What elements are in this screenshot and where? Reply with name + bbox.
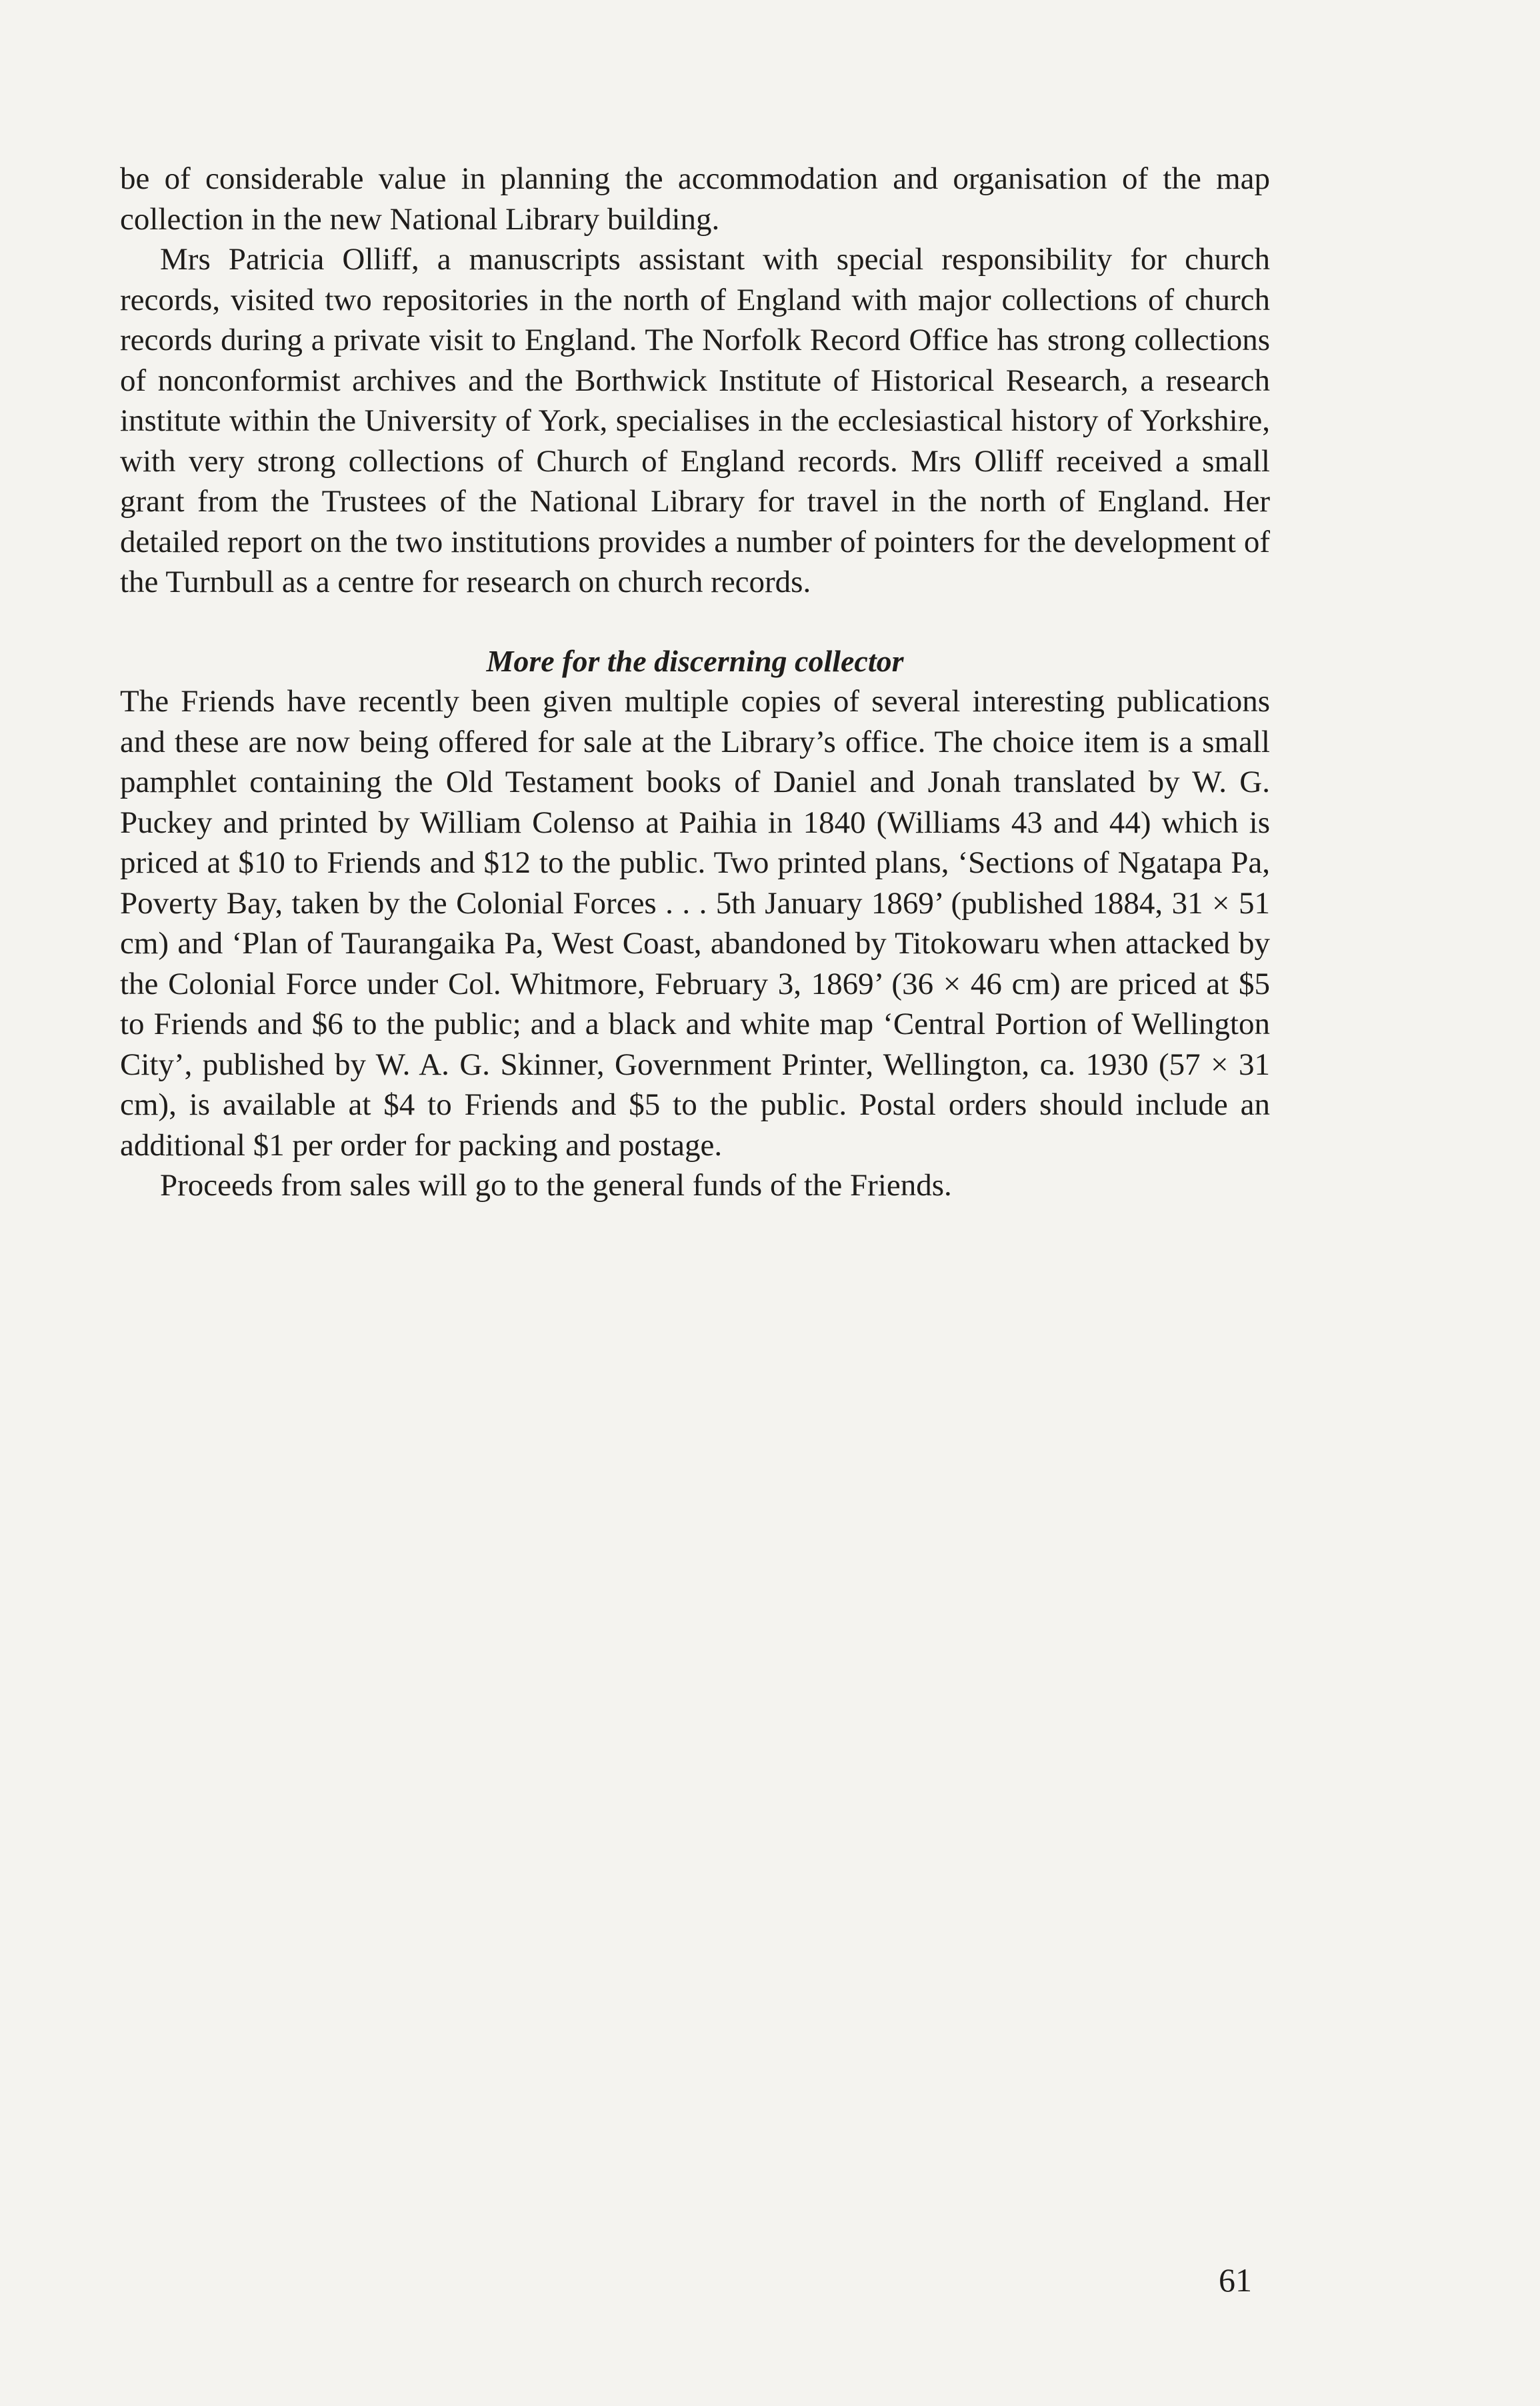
- section-heading: More for the discerning collector: [486, 643, 904, 678]
- paragraph-proceeds: Proceeds from sales will go to the general funds of the Friends.: [160, 1168, 952, 1203]
- paragraph-olliff-visit: Mrs Patricia Olliff, a manuscripts assistant with special responsibility for church records, visited two repositories in the north of England with major collections of church records during a private visit to England. The Norfolk Record Office has strong collections of nonconformist archives and the Borthwick Institute of Historical Research, a research institute within the University of York, specialises in the ecclesiastical history of Yorkshire, with very strong collections of Church of England records. Mrs Olliff received a small grant from the Trustees of the National Library for travel in the north of England. Her detailed report on the two institutions provides a number of pointers for the development of the Turnbull as a centre for research on church records.: [120, 242, 1270, 599]
- paragraph-publications-for-sale: The Friends have recently been given multiple copies of several interesting publications and these are now being offered for sale at the Library’s office. The choice item is a small pamphlet containing the Old Testament books of Daniel and Jonah translated by W. G. Puckey and printed by William Colenso at Paihia in 1840 (Williams 43 and 44) which is priced at $10 to Friends and $12 to the public. Two printed plans, ‘Sections of Ngatapa Pa, Poverty Bay, taken by the Colonial Forces . . . 5th January 1869’ (published 1884, 31 × 51 cm) and ‘Plan of Taurangaika Pa, West Coast, abandoned by Titokowaru when attacked by the Colonial Force under Col. Whitmore, February 3, 1869’ (36 × 46 cm) are priced at $5 to Friends and $6 to the public; and a black and white map ‘Central Portion of Wellington City’, published by W. A. G. Skinner, Government Printer, Wellington, ca. 1930 (57 × 31 cm), is available at $4 to Friends and $5 to the public. Postal orders should include an additional $1 per order for packing and postage.: [120, 684, 1270, 1163]
- paragraph-continuation: be of considerable value in planning the accommodation and organisation of the map collection in the new National Library building.: [120, 161, 1270, 237]
- text-column: [120, 159, 1270, 1206]
- page-number: 61: [1219, 2261, 1252, 2299]
